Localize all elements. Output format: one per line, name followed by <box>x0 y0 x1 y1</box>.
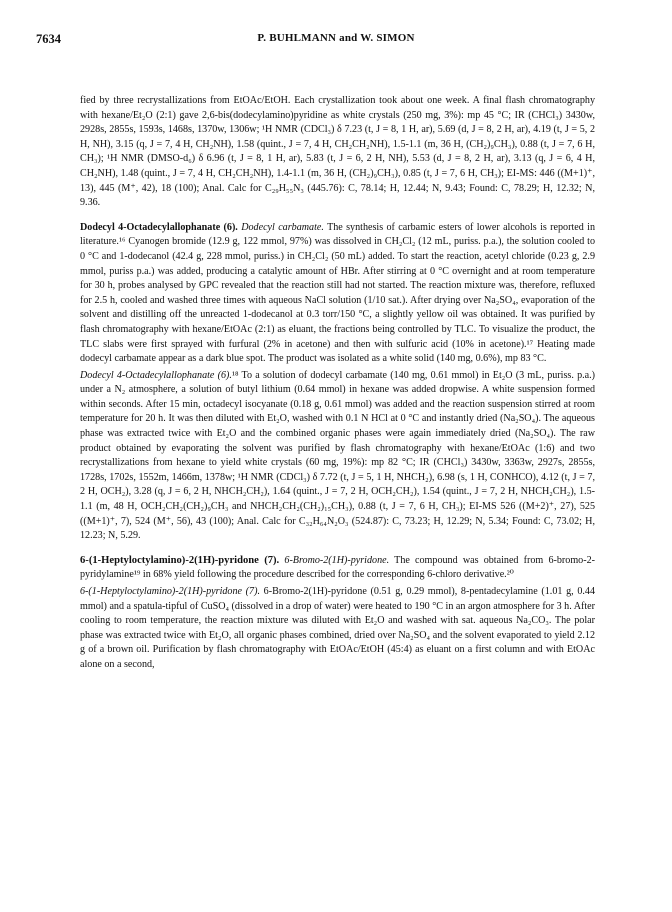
paragraph-text: The compound was obtained from 6-bromo-2-pyridylamine¹⁹ in 68% yield following the procedure described for the corresponding 6-chloro derivative.²⁰ <box>80 554 595 581</box>
subsection-title: 6-(1-Heptyloctylamino)-2(1H)-pyridone (7). <box>80 586 260 597</box>
paragraph-text: 6-Bromo-2(1H)-pyridone (0.51 g, 0.29 mmol), 8-pentadecylamine (1.01 g, 0.44 mmol) and a spatula-tipful of CuSO₄ (dissolved in a drop of water) were heated to 190 °C in an argon atmosphere for 3 h. After cooling to room temperature, the reaction mixture was diluted with Et₂O and washed with sat. aqueous Na₂CO₃. The polar phase was extracted twice with Et₂O, all organic phases combined, dried over Na₂SO₄ and the solvent evaporated to yield 2.12 g of a brown oil. Purification by flash chromatography with EtOAc/EtOH (45:4) as eluant on a first column and with EtOAc alone on a second, <box>80 586 596 670</box>
section-title: 6-(1-Heptyloctylamino)-2(1H)-pyridone (7). <box>80 554 280 566</box>
subsection-title: Dodecyl carbamate. <box>241 221 324 233</box>
page-number: 7634 <box>36 32 61 46</box>
paragraph-section-6-synthesis <box>80 369 595 544</box>
article-body <box>80 94 595 673</box>
subsection-title: 6-Bromo-2(1H)-pyridone. <box>284 554 390 566</box>
paragraph-section-7-synthesis <box>80 585 595 673</box>
section-title: Dodecyl 4-Octadecylallophanate (6). <box>80 221 238 233</box>
page-header <box>36 32 636 48</box>
subsection-title: Dodecyl 4-Octadecylallophanate (6). <box>80 369 232 381</box>
running-head: P. BUHLMANN and W. SIMON <box>257 32 415 44</box>
paragraph-text: The synthesis of carbamic esters of lower alcohols is reported in literature.¹⁶ Cyanogen bromide (12.9 g, 122 mmol, 97%) was dissolved in CH₂Cl₂ (12 mL, puriss. p.a.), the solution cooled to 0 °C and 1-dodecanol (42.4 g, 228 mmol, puriss.) in CH₂Cl₂ (50 mL) added. To start the reaction, acetyl chloride (0.23 g, 2.9 mmol, puriss p.a.) was added, producing a catalytic amount of HBr. After stirring at 0 °C overnight and at room temperature for 30 h, probes analysed by GPC revealed that the reaction still had not started. The reaction mixture was, therefore, refluxed for 2.5 h, cooled and washed three times with aqueous NaCl solution (1/10 sat.). After drying over Na₂SO₄, evaporation of the solvent and distilling off the unreacted 1-dodecanol at 0.3 torr/150 °C, a slightly yellow oil was obtained. It was purified by flash chromatography with hexane/EtOAc (2:1) as eluant, the fractions being controlled by TLC. To visualize the product, the TLC slabs were first sprayed with furfural (2% in acetone) and then with sulfuric acid (10% in acetone).¹⁷ Heating made dodecyl carbamate appear as a dark blue spot. The product was isolated as a white solid (140 mg, 0.6%), mp 83 °C. <box>80 221 595 365</box>
paragraph-text: ¹⁸ To a solution of dodecyl carbamate (140 mg, 0.61 mmol) in Et₂O (3 mL, puriss. p.a.) under a N₂ atmosphere, a solution of butyl lithium (0.64 mmol) in hexane was added dropwise. A white suspension formed within seconds. After 15 min, octadecyl isocyanate (0.18 g, 0.61 mmol) was added and the reaction suspension stirred at room temperature for 20 h. It was then diluted with Et₂O, washed with 0.1 N HCl at 0 °C and instantly dried (Na₂SO₄). The aqueous phase was extracted twice with Et₂O and the combined organic phases were again immediately dried (Na₂SO₄). The raw product obtained by evaporating the solvent was purified by flash chromatography with hexane/EtOAc (1:6) and two recrystallizations from hexane to yield white crystals (60 mg, 19%): mp 82 °C; IR (CHCl₃) 3430w, 3363w, 2927s, 2855s, 1728s, 1702s, 1552m, 1466m, 1378w; ¹H NMR (CDCl₃) δ 7.72 (t, J = 5, 1 H, NHCH₂), 6.98 (s, 1 H, CONHCO), 4.12 (t, J = 7, 2 H, OCH₂), 3.28 (q, J = 6, 2 H, NHCH₂CH₂), 1.64 (quint., J = 7, 2 H, OCH₂CH₂), 1.54 (quint., J = 7, 2 H, NHCH₂CH₂), 1.5-1.1 (m, 48 H, OCH₂CH₂(CH₂)₉CH₃ and NHCH₂CH₂(CH₂)₁₅CH₃), 0.88 (t, J = 7, 6 H, CH₃); EI-MS 526 ((M+2)⁺, 27), 525 ((M+1)⁺, 7), 524 (M⁺, 56), 43 (100); Anal. Calc for C₃₂H₆₄N₂O₃ (524.87): C, 73.23; H, 12.29; N, 5.34; Found: C, 73.02; H, 12.23; N, 5.29. <box>80 369 596 542</box>
paragraph-section-6 <box>80 221 595 367</box>
paragraph-continued: fied by three recrystallizations from EtOAc/EtOH. Each crystallization took about one week. A final flash chromatography with hexane/Et₂O (2:1) gave 2,6-bis(dodecylamino)pyridine as white crystals (250 mg, 3%): mp 45 °C; IR (CHCl₃) 3430w, 2928s, 2855s, 1593s, 1468s, 1370w, 1306w; ¹H NMR (CDCl₃) δ 7.23 (t, J = 8, 1 H, ar), 5.69 (d, J = 8, 2 H, ar), 4.19 (t, J = 5, 2 H, NH), 3.15 (q, J = 7, 4 H, CH₂NH), 1.58 (quint., J = 7, 4 H, CH₂CH₂NH), 1.5-1.1 (m, 36 H, (CH₂)₉CH₃), 0.88 (t, J = 7, 6 H, CH₃); ¹H NMR (DMSO-d₆) δ 6.96 (t, J = 8, 1 H, ar), 5.83 (t, J = 6, 2 H, NH), 5.53 (d, J = 8, 2 H, ar), 3.13 (q, J = 6, 4 H, CH₂NH), 1.48 (quint., J = 7, 4 H, CH₂CH₂NH), 1.4-1.1 (m, 36 H, (CH₂)₉CH₃), 0.85 (t, J = 7, 6 H, CH₃); EI-MS: 446 ((M+1)⁺, 13), 445 (M⁺, 42), 18 (100); Anal. Calc for C₂₉H₅₅N₃ (445.76): C, 78.14; H, 12.44; N, 9.43; Found: C, 78.29; H, 12.32; N, 9.36. <box>80 95 595 209</box>
paragraph-section-7 <box>80 554 595 583</box>
